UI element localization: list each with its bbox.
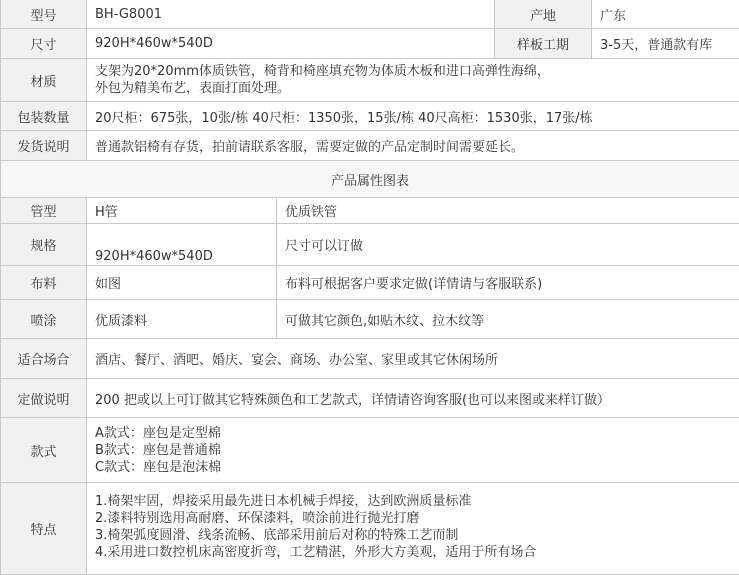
style-label: 款式 — [1, 418, 87, 483]
origin-value: 广东 — [592, 0, 739, 29]
feature-line-3: 3.椅架弧度圆滑、线条流畅、底部采用前后对称的特殊工艺而制 — [95, 527, 739, 544]
model-value: BH-G8001 — [87, 0, 495, 29]
style-line-b: B款式：座包是普通棉 — [95, 442, 739, 459]
shipping-label: 发货说明 — [1, 131, 87, 161]
material-label: 材质 — [1, 59, 87, 102]
material-value — [87, 59, 739, 102]
coating-note: 可做其它颜色,如贴木纹、拉木纹等 — [277, 300, 739, 339]
fabric-value: 如图 — [87, 266, 277, 300]
origin-label: 产地 — [495, 0, 592, 29]
fabric-label: 布料 — [1, 266, 87, 300]
feature-line-4: 4.采用进口数控机床高密度折弯，工艺精湛，外形大方美观，适用于所有场合 — [95, 544, 739, 561]
size-value: 920H*460w*540D — [87, 29, 495, 59]
row-size — [1, 29, 739, 59]
row-coating — [1, 300, 739, 339]
row-features — [1, 483, 739, 575]
spec-note: 尺寸可以订做 — [277, 224, 739, 266]
model-label: 型号 — [1, 0, 87, 29]
feature-line-2: 2.漆料特别选用高耐磨、环保漆料，喷涂前进行抛光打磨 — [95, 510, 739, 527]
coating-value: 优质漆料 — [87, 300, 277, 339]
row-venue — [1, 339, 739, 379]
tube-value: H管 — [87, 198, 277, 224]
style-line-c: C款式：座包是泡沫棉 — [95, 459, 739, 476]
row-fabric — [1, 266, 739, 300]
material-line-1: 支架为20*20mm体质铁管，椅背和椅座填充物为体质木板和进口高弹性海绵， — [95, 63, 739, 80]
custom-label: 定做说明 — [1, 379, 87, 418]
size-label: 尺寸 — [1, 29, 87, 59]
spec-value: 920H*460w*540D — [87, 224, 277, 266]
venue-label: 适合场合 — [1, 339, 87, 379]
row-tube — [1, 198, 739, 224]
style-line-a: A款式：座包是定型棉 — [95, 425, 739, 442]
packing-label: 包装数量 — [1, 102, 87, 131]
row-material — [1, 59, 739, 102]
row-attr-title — [1, 161, 739, 198]
spec-label: 规格 — [1, 224, 87, 266]
tube-note: 优质铁管 — [277, 198, 739, 224]
sample-label: 样板工期 — [495, 29, 592, 59]
feature-value — [87, 483, 739, 575]
style-value — [87, 418, 739, 483]
row-model — [1, 0, 739, 29]
custom-value: 200 把或以上可订做其它特殊颜色和工艺款式，详情请咨询客服(也可以来图或来样订做） — [87, 379, 739, 418]
coating-label: 喷涂 — [1, 300, 87, 339]
sample-value: 3-5天，普通款有库 — [592, 29, 739, 59]
row-shipping — [1, 131, 739, 161]
attr-section-title: 产品属性图表 — [1, 161, 739, 198]
row-style — [1, 418, 739, 483]
material-line-2: 外包为精美布艺，表面打面处理。 — [95, 80, 739, 97]
packing-value: 20尺柜：675张，10张/栋 40尺柜：1350张，15张/栋 40尺高柜：1530张，17张/栋 — [87, 102, 739, 131]
tube-label: 管型 — [1, 198, 87, 224]
feature-line-1: 1.椅架牢固，焊接采用最先进日本机械手焊接，达到欧洲质量标准 — [95, 493, 739, 510]
row-packing — [1, 102, 739, 131]
fabric-note: 布料可根据客户要求定做(详情请与客服联系) — [277, 266, 739, 300]
row-spec — [1, 224, 739, 266]
row-custom — [1, 379, 739, 418]
shipping-value: 普通款铝椅有存货，拍前请联系客服，需要定做的产品定制时间需要延长。 — [87, 131, 739, 161]
feature-label: 特点 — [1, 483, 87, 575]
venue-value: 酒店、餐厅、酒吧、婚庆、宴会、商场、办公室、家里或其它休闲场所 — [87, 339, 739, 379]
